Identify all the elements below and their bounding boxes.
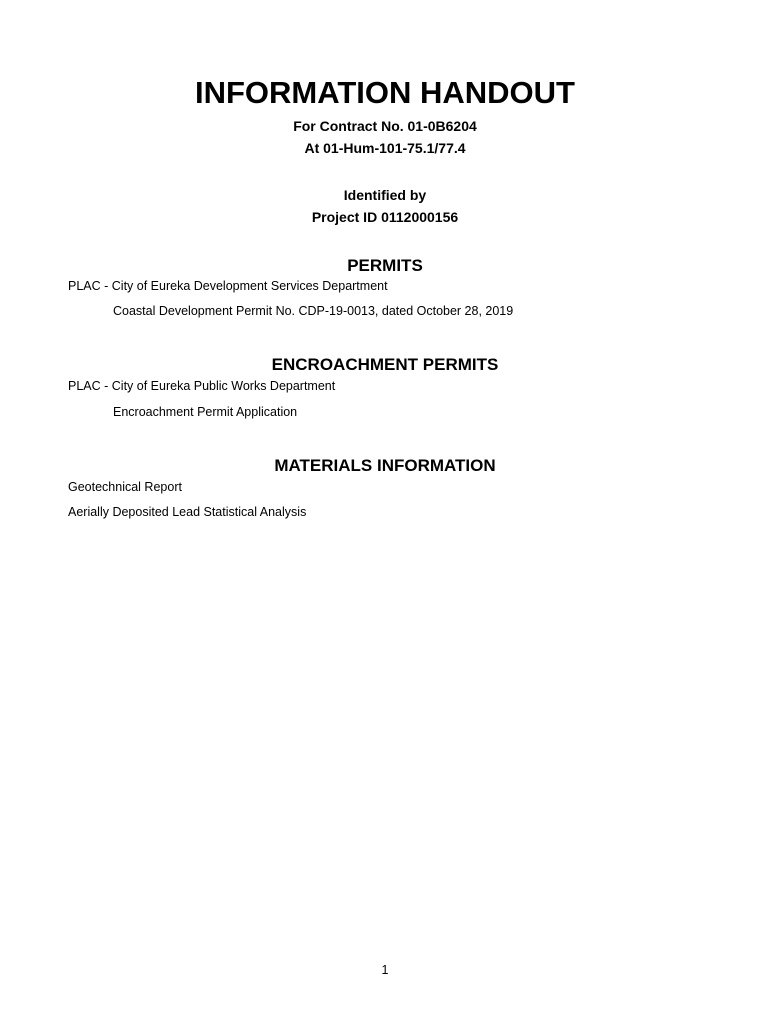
materials-item-lead-analysis: Aerially Deposited Lead Statistical Analysis bbox=[68, 505, 307, 519]
project-id: Project ID 0112000156 bbox=[311, 209, 459, 225]
encroachment-agency: PLAC - City of Eureka Public Works Department bbox=[68, 379, 336, 393]
page-number: 1 bbox=[381, 963, 389, 977]
contract-number: For Contract No. 01-0B6204 bbox=[293, 118, 477, 134]
permits-heading: PERMITS bbox=[347, 256, 423, 275]
materials-item-geotechnical-report: Geotechnical Report bbox=[68, 480, 182, 494]
permits-item: Coastal Development Permit No. CDP-19-0013, dated October 28, 2019 bbox=[113, 304, 514, 318]
materials-information-heading: MATERIALS INFORMATION bbox=[274, 456, 496, 475]
document-title: INFORMATION HANDOUT bbox=[195, 75, 575, 110]
encroachment-item: Encroachment Permit Application bbox=[113, 405, 298, 419]
permits-agency: PLAC - City of Eureka Development Services Department bbox=[68, 279, 388, 293]
identified-by-label: Identified by bbox=[343, 187, 427, 203]
encroachment-permits-heading: ENCROACHMENT PERMITS bbox=[271, 355, 499, 374]
location-line: At 01-Hum-101-75.1/77.4 bbox=[304, 140, 466, 156]
